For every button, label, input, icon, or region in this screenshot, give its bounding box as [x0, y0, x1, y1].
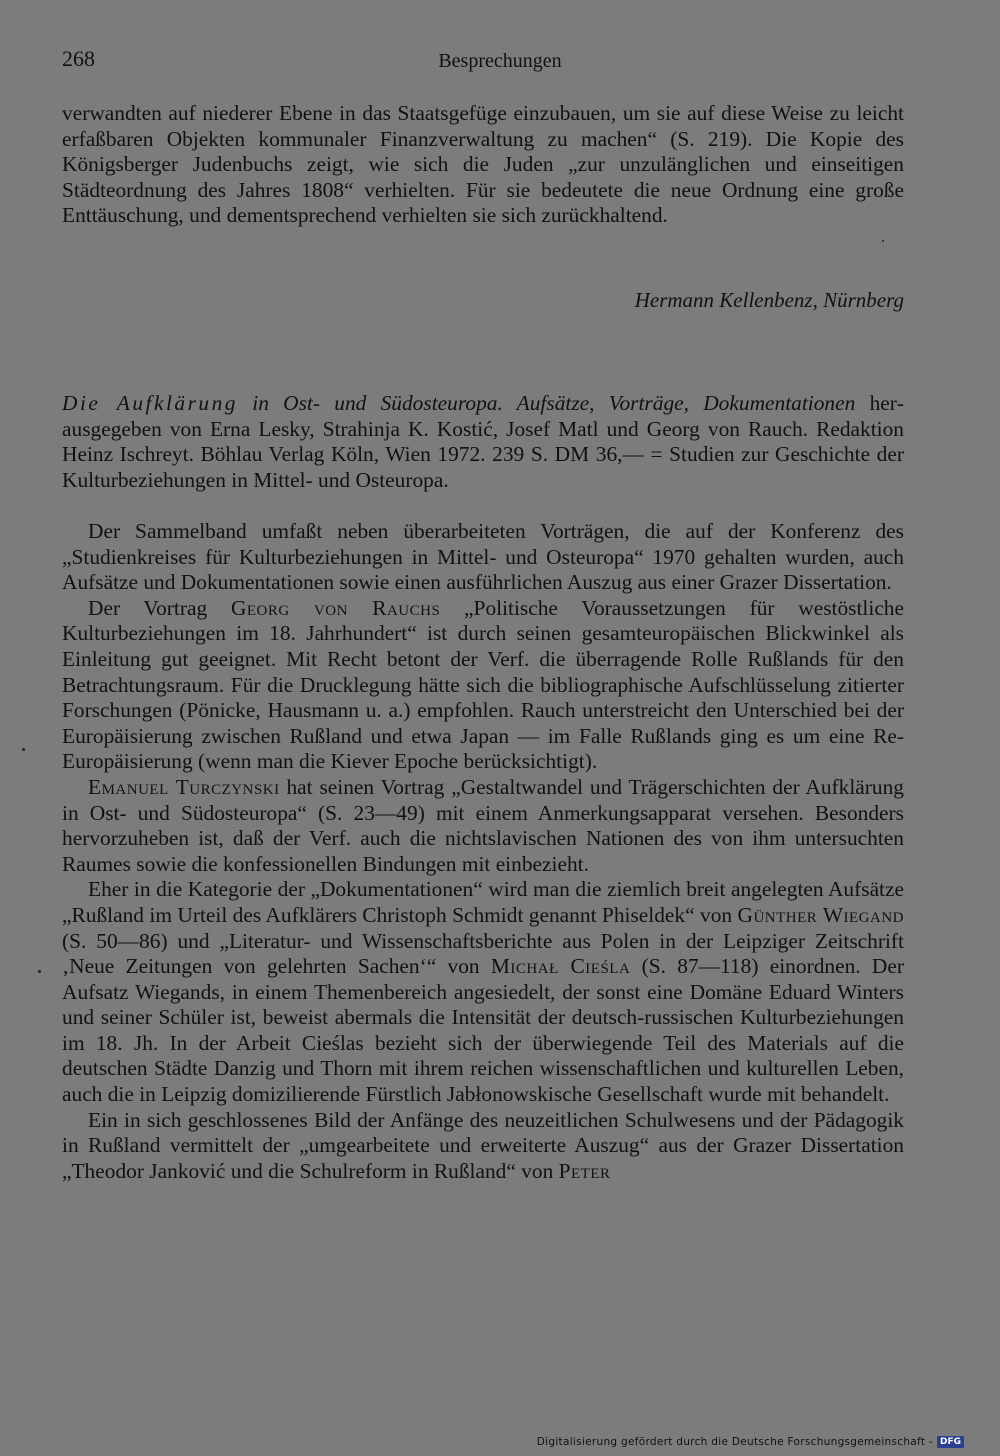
paragraph-text: hat seinen Vortrag „Gestaltwandel und Trägerschichten der Aufklärung in Ost- und Südosteuropa“ (S. 23—49) mit einem Anmerkungsapparat versehen. Besonders hervorzuheben ist, daß der Verf. auch die nichtslavischen Nationen des von ihm untersuchten Raumes sowie die konfessionellen Bindungen mit einbezieht. [62, 774, 904, 876]
margin-mark [38, 970, 41, 973]
author-name-ciesla: Michał Cieśla [490, 954, 631, 979]
reviewer-signature: Hermann Kellenbenz, Nürnberg [634, 288, 904, 312]
review-bibliographic-heading [62, 391, 904, 493]
paragraph-text: „Politische Voraussetzungen für westöstliche Kulturbeziehungen im 18. Jahrhundert“ ist durch seinen gesamteuropäischen Blickwinkel als Einleitung gut geeignet. Mit Recht betont der Verf. die überragende Rolle Rußlands für den Betrachtungsraum. Für die Drucklegung hätte sich die bibliographische Aufschlüsselung zitierter Forschungen (Pönicke, Hausmann u. a.) empfohlen. Rauch unterstreicht den Unterschied bei der Europäisierung zwischen Rußland und etwa Japan — im Falle Rußlands ging es um eine Re-Europäisierung (wenn man die Kiever Epoche berücksichtigt). [62, 595, 904, 774]
running-head: Besprechungen [438, 50, 562, 72]
margin-mark [882, 240, 884, 242]
page-number: 268 [62, 46, 95, 71]
author-name-wiegand: Günther Wiegand [737, 902, 904, 927]
review-paragraph-2 [62, 596, 904, 775]
digitization-footer [537, 1436, 964, 1448]
margin-mark [22, 748, 25, 751]
paragraph-lead: Der Vortrag [88, 595, 231, 620]
digitization-note: Digitalisierung gefördert durch die Deutsche Forschungsgemeinschaft - [536, 1436, 933, 1448]
book-citation: herausgegeben von Erna Lesky, Strahinja K. Kostić, Josef Matl und Georg von Rauch. Redaktion Heinz Ischreyt. Böhlau Verlag Köln, Wien 1972. 239 S. DM 36,— = Studien zur Geschichte der Kulturbeziehungen in Mittel- und Osteuropa. [62, 391, 905, 492]
author-name-peter: Peter [558, 1158, 611, 1183]
review-paragraph-3 [62, 775, 904, 877]
paragraph-text: (S. 87—118) einordnen. Der Aufsatz Wiegands, in einem Themenbereich angesiedelt, der sonst eine Domäne Eduard Winters und seiner Schüler ist, beweist abermals die Intensität der deutsch-russischen Kulturbeziehungen im 18. Jh. In der Arbeit Cieślas bezieht sich der überwiegende Teil des Materials auf die deutschen Städte Danzig und Thorn mit ihrem reichen wissenschaftlichen und kulturellen Leben, auch die in Leipzig domizilierende Fürstlich Jabłonowskische Gesellschaft wurde mit behandelt. [62, 954, 904, 1107]
review-body [62, 519, 904, 1184]
previous-review-text: verwandten auf niederer Ebene in das Staatsgefüge einzubauen, um sie auf diese Weise zu leicht erfaßbaren Objekten kommunaler Finanzverwaltung zu machen“ (S. 219). Die Kopie des Königsberger Judenbuchs zeigt, wie sich die Juden „zur unzulänglichen und einseitigen Städteordnung des Jahres 1808“ verhielten. Für sie bedeutete die neue Ordnung eine große Enttäuschung, und dementsprechend verhielten sie sich zurückhaltend. [62, 101, 904, 228]
dfg-logo: DFG [937, 1436, 964, 1448]
paragraph-text: Ein in sich geschlossenes Bild der Anfänge des neuzeitlichen Schulwesens und der Pädagogik in Rußland vermittelt der „umgearbeitete und erweiterte Auszug“ aus der Grazer Dissertation „Theodor Janković und die Schulreform in Rußland“ von [62, 1107, 904, 1183]
author-name-rauch: Georg von Rauchs [230, 595, 441, 620]
book-title-spaced: Die Aufklärung [62, 391, 239, 415]
paragraph-text: (S. 50—86) und „Literatur- und Wissenschaftsberichte aus Polen in der Leipziger Zeitschrift ‚Neue Zeitungen von gelehrten Sachen‘“ von [62, 928, 904, 979]
author-name-turczynski: Emanuel Turczynski [88, 774, 280, 799]
paragraph-text: Eher in die Kategorie der „Dokumentationen“ wird man die ziemlich breit angelegten Aufsätze „Rußland im Urteil des Aufklärers Christoph Schmidt genannt Phiseldek“ von [62, 877, 904, 927]
review-paragraph-4 [62, 877, 904, 1107]
review-citation [62, 391, 904, 493]
review-paragraph-1: Der Sammelband umfaßt neben überarbeiteten Vorträgen, die auf der Konferenz des „Studienkreises für Kulturbeziehungen in Mittel- und Osteuropa“ 1970 gehalten wurden, auch Aufsätze und Dokumentationen sowie einen ausführlichen Auszug aus einer Grazer Dissertation. [62, 519, 904, 595]
previous-review-paragraph [62, 101, 904, 229]
review-paragraph-5 [62, 1108, 904, 1185]
book-title: in Ost- und Südosteuropa. Aufsätze, Vorträge, Dokumentationen [238, 391, 856, 415]
